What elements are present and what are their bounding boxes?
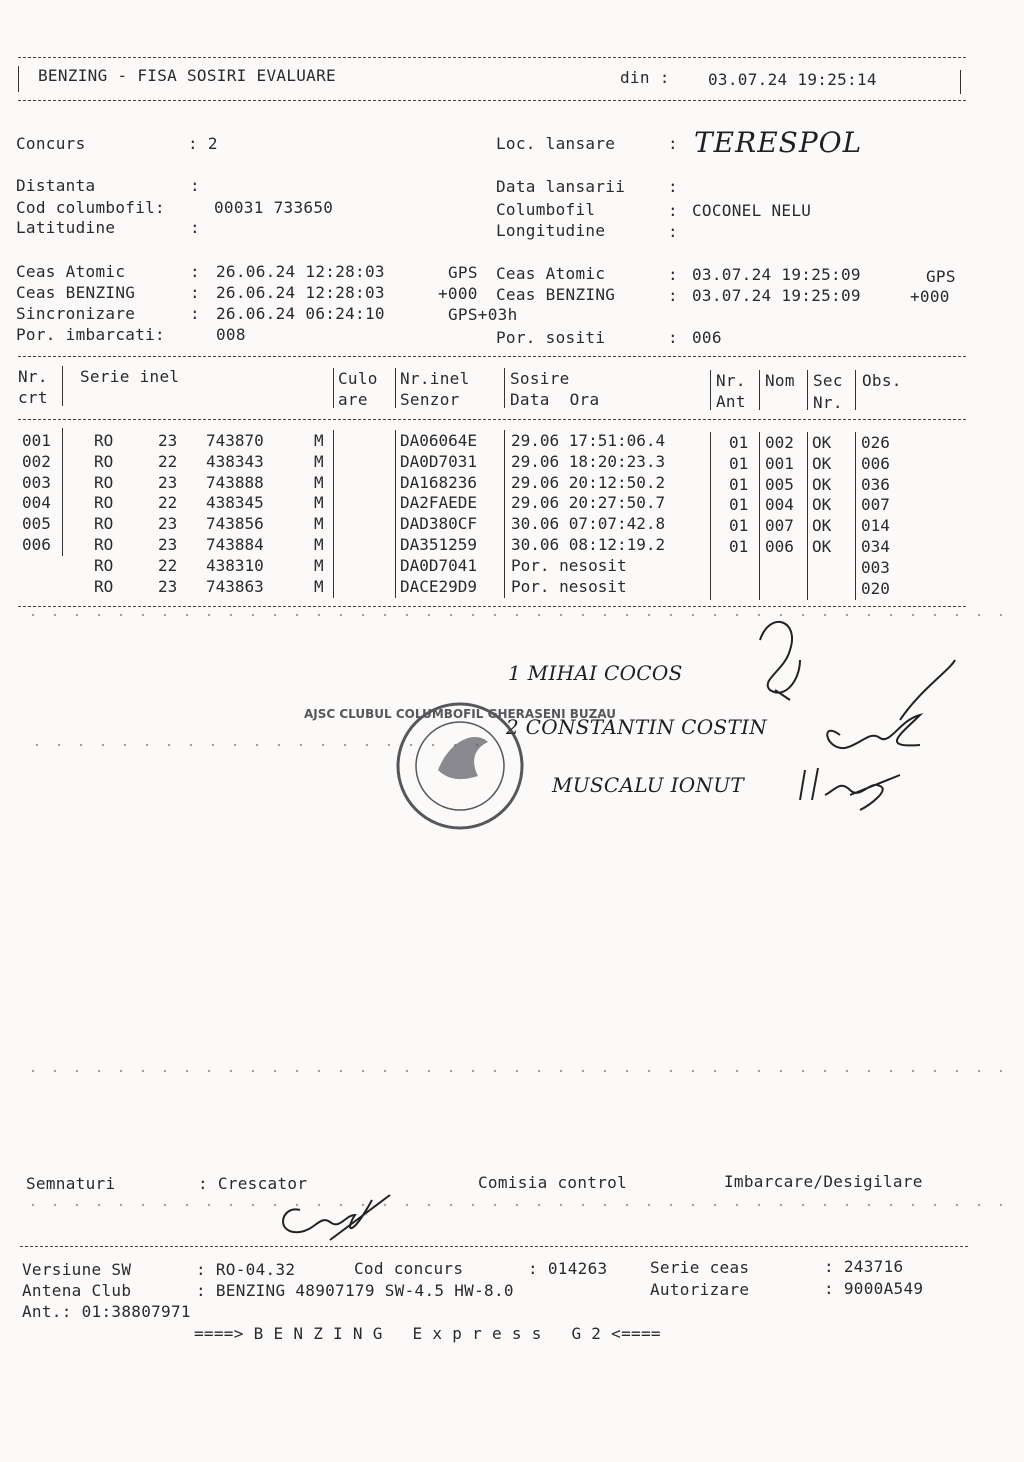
data-lansarii-label: Data lansarii [496, 177, 626, 196]
cell-year: 23 [158, 535, 178, 554]
cell-sec: OK [812, 433, 832, 452]
cell-obs: 007 [861, 495, 890, 515]
ceas-benzing-label: Ceas BENZING [16, 283, 136, 302]
cell-country: RO [94, 535, 114, 554]
cell-sex: M [314, 535, 324, 554]
cell-sex: M [314, 451, 324, 471]
cell-sex: M [314, 493, 324, 513]
latitudine-colon: : [190, 218, 200, 237]
th-obs: Obs. [862, 371, 902, 390]
ceas-benzing-end: 03.07.24 19:25:09 [692, 286, 861, 305]
ceas-benzing-start: 26.06.24 12:28:03 [216, 283, 385, 302]
dot-noise-row [22, 1202, 1002, 1208]
th-senzor: Senzor [400, 390, 460, 409]
commission-member-2: 2 CONSTANTIN COSTIN [506, 715, 768, 739]
por-imbarcati-value: 008 [216, 325, 246, 344]
cell-crt: 006 [22, 535, 51, 554]
commission-member-3: MUSCALU IONUT [552, 773, 745, 797]
semnaturi-label: Semnaturi [26, 1174, 116, 1193]
loc-lansare-value: TERESPOL [694, 126, 863, 159]
commission-member-1: 1 MIHAI COCOS [508, 661, 683, 685]
cell-nom: 004 [765, 495, 794, 515]
cell-ant: 01 [729, 474, 749, 494]
columbofil-label: Columbofil [496, 200, 596, 219]
sincronizare-colon: : [190, 304, 200, 323]
cell-obs: 026 [861, 433, 890, 452]
cell-sensor: DA0D7041 [400, 555, 478, 575]
cell-arrival: Por. nesosit [511, 555, 627, 575]
svg-text:AJSC CLUBUL COLUMBOFIL GHERASE: AJSC CLUBUL COLUMBOFIL GHERASENI BUZAU [303, 707, 617, 721]
cell-crt: 005 [22, 514, 51, 534]
cod-columbofil-value: 00031 733650 [214, 198, 334, 217]
cell-year: 22 [158, 555, 178, 575]
th-nr: Nr. [18, 367, 48, 386]
concurs-label: Concurs [16, 134, 86, 153]
ceas-atomic-end: 03.07.24 19:25:09 [692, 265, 861, 284]
cell-ant: 01 [729, 453, 749, 473]
cell-sensor: DA2FAEDE [400, 493, 478, 513]
loc-lansare-label: Loc. lansare [496, 134, 616, 153]
ceas-benzing-colon: : [190, 283, 200, 302]
cell-sensor: DA06064E [400, 431, 478, 450]
cell-obs: 014 [861, 516, 890, 536]
por-sositi-colon: : [668, 328, 678, 347]
cell-ring: 743863 [206, 576, 264, 596]
offset-2: +000 [910, 287, 950, 306]
cell-year: 22 [158, 493, 178, 513]
cell-sec: OK [812, 474, 832, 494]
sincronizare-label: Sincronizare [16, 304, 136, 323]
cell-sex: M [314, 514, 324, 534]
columbofil-value: COCONEL NELU [692, 201, 812, 220]
cell-nom: 001 [765, 453, 794, 473]
concurs-value: : 2 [188, 134, 218, 153]
cell-arrival: 29.06 20:12:50.2 [511, 472, 666, 492]
cell-sex: M [314, 555, 324, 575]
imbarcare-label: Imbarcare/Desigilare [724, 1172, 923, 1191]
ceas-atomic-label: Ceas Atomic [16, 262, 126, 281]
versiune-value: : RO-04.32 [196, 1260, 296, 1279]
brand-line: ====> B E N Z I N G E x p r e s s G 2 <==== [194, 1324, 661, 1343]
ceas-atomic-colon: : [190, 262, 200, 281]
cell-sex: M [314, 431, 324, 450]
cell-sec: OK [812, 537, 832, 556]
th-nom: Nom [765, 371, 795, 390]
cell-country: RO [94, 472, 114, 492]
cell-ant: 01 [729, 516, 749, 536]
cell-arrival: 30.06 07:07:42.8 [511, 514, 666, 534]
th-culo: Culo [338, 369, 378, 388]
serie-ceas-value: : 243716 [824, 1257, 904, 1276]
th-serie-inel: Serie inel [80, 367, 180, 386]
footer-rule [20, 1246, 968, 1247]
ceas-atomic-end-label: Ceas Atomic [496, 264, 606, 283]
dot-noise-row [26, 742, 496, 748]
cell-obs: 020 [861, 578, 890, 598]
ceas-atomic-end-colon: : [668, 265, 678, 284]
cod-concurs-label: Cod concurs [354, 1259, 464, 1278]
cell-ring: 743870 [206, 431, 264, 450]
th-crt: crt [18, 388, 48, 407]
cell-arrival: 29.06 17:51:06.4 [511, 431, 666, 450]
signature-3 [800, 768, 900, 810]
cell-country: RO [94, 451, 114, 471]
cell-sensor: DACE29D9 [400, 576, 478, 596]
antena-label: Antena Club [22, 1281, 132, 1300]
cell-obs: 034 [861, 537, 890, 556]
signature-1 [760, 622, 800, 700]
cod-concurs-value: : 014263 [528, 1259, 608, 1278]
cell-sensor: DAD380CF [400, 514, 478, 534]
latitudine-label: Latitudine [16, 218, 116, 237]
cell-ring: 438345 [206, 493, 264, 513]
loc-lansare-colon: : [668, 134, 678, 153]
longitudine-label: Longitudine [496, 221, 606, 240]
th-sosire: Sosire [510, 369, 570, 388]
cell-obs: 006 [861, 453, 890, 473]
sheet-title: BENZING - FISA SOSIRI EVALUARE [38, 66, 336, 85]
cell-ant: 01 [729, 495, 749, 515]
cell-year: 23 [158, 576, 178, 596]
antena-value: : BENZING 48907179 SW-4.5 HW-8.0 [196, 1281, 514, 1300]
ant-id: Ant.: 01:38807971 [22, 1302, 191, 1321]
distanta-colon: : [190, 176, 200, 195]
gps-label-1: GPS [448, 263, 478, 282]
serie-ceas-label: Serie ceas [650, 1258, 750, 1277]
autorizare-value: : 9000A549 [824, 1279, 924, 1298]
por-sositi-label: Por. sositi [496, 328, 606, 347]
cell-country: RO [94, 514, 114, 534]
por-imbarcati-label: Por. imbarcati: [16, 325, 165, 344]
cell-year: 23 [158, 472, 178, 492]
th-nr-inel: Nr.inel [400, 369, 470, 388]
cell-sensor: DA0D7031 [400, 451, 478, 471]
cell-sec: OK [812, 516, 832, 536]
cell-arrival: 29.06 20:27:50.7 [511, 493, 666, 513]
cell-arrival: Por. nesosit [511, 576, 627, 596]
cell-country: RO [94, 431, 114, 450]
comisia-control-label: Comisia control [478, 1173, 627, 1192]
cell-ant: 01 [729, 537, 749, 556]
cell-sensor: DA351259 [400, 535, 478, 554]
cell-arrival: 30.06 08:12:19.2 [511, 535, 666, 554]
din-value: 03.07.24 19:25:14 [708, 70, 877, 89]
cell-nom: 007 [765, 516, 794, 536]
cell-ant: 01 [729, 433, 749, 452]
cell-ring: 438343 [206, 451, 264, 471]
th-sec-1: Sec [813, 371, 843, 390]
cell-crt: 002 [22, 451, 51, 471]
cell-sex: M [314, 472, 324, 492]
cell-arrival: 29.06 18:20:23.3 [511, 451, 666, 471]
longitudine-colon: : [668, 222, 678, 241]
columbofil-colon: : [668, 201, 678, 220]
cell-country: RO [94, 493, 114, 513]
cell-sec: OK [812, 495, 832, 515]
gps-label-2: GPS [926, 267, 956, 286]
th-are: are [338, 390, 368, 409]
ceas-atomic-start: 26.06.24 12:28:03 [216, 262, 385, 281]
cell-year: 23 [158, 431, 178, 450]
th-sec-2: Nr. [813, 393, 843, 412]
dot-noise-row [22, 1068, 1002, 1074]
distanta-label: Distanta [16, 176, 96, 195]
cell-ring: 438310 [206, 555, 264, 575]
cell-nom: 002 [765, 433, 794, 452]
cell-nom: 005 [765, 474, 794, 494]
cell-sex: M [314, 576, 324, 596]
cell-crt: 001 [22, 431, 51, 450]
cell-nom: 006 [765, 537, 794, 556]
cell-ring: 743884 [206, 535, 264, 554]
cell-obs: 036 [861, 474, 890, 494]
th-nr-ant-1: Nr. [716, 371, 746, 390]
cell-obs: 003 [861, 557, 890, 577]
cell-crt: 003 [22, 472, 51, 492]
cell-crt: 004 [22, 493, 51, 513]
cell-sensor: DA168236 [400, 472, 478, 492]
data-lansarii-colon: : [668, 177, 678, 196]
th-data-ora: Data Ora [510, 390, 600, 409]
cell-year: 23 [158, 514, 178, 534]
th-nr-ant-2: Ant [716, 392, 746, 411]
signature-2 [827, 660, 955, 748]
offset-1: +000 [438, 284, 478, 303]
autorizare-label: Autorizare [650, 1280, 750, 1299]
cell-ring: 743888 [206, 472, 264, 492]
versiune-label: Versiune SW [22, 1260, 132, 1279]
cell-ring: 743856 [206, 514, 264, 534]
cod-columbofil-label: Cod columbofil: [16, 198, 165, 217]
sincronizare-value: 26.06.24 06:24:10 [216, 304, 385, 323]
cell-year: 22 [158, 451, 178, 471]
ceas-benzing-end-label: Ceas BENZING [496, 285, 616, 304]
por-sositi-value: 006 [692, 328, 722, 347]
ceas-benzing-end-colon: : [668, 286, 678, 305]
club-stamp [304, 704, 616, 828]
din-label: din : [620, 68, 670, 87]
cell-sec: OK [812, 453, 832, 473]
cell-country: RO [94, 576, 114, 596]
gps-offset: GPS+03h [448, 305, 518, 324]
cell-country: RO [94, 555, 114, 575]
crescator-label: : Crescator [198, 1174, 308, 1193]
